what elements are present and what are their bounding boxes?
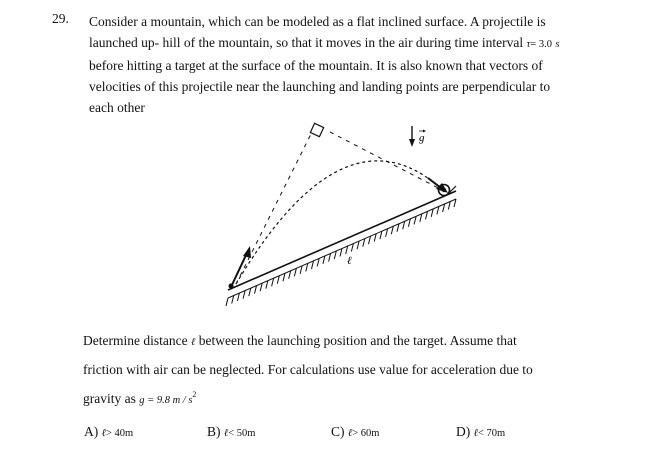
task-line-1-after: between the launching position and the target. Assume that	[198, 333, 517, 348]
task-line-2: friction with air can be neglected. For calculations use value for acceleration due to	[83, 362, 533, 377]
stem-line-3: before hitting a target at the surface of the mountain. It is also known that vectors of	[89, 58, 543, 73]
stem-line-1: Consider a mountain, which can be modeled as a flat inclined surface. A projectile is	[89, 14, 546, 29]
tau-symbol: τ	[526, 39, 531, 50]
option-c-relation: > 60m	[352, 428, 380, 439]
option-d-relation: < 70m	[478, 428, 506, 439]
task-line-3	[83, 390, 196, 407]
incline-hatch-mark	[226, 298, 228, 306]
incline-surface	[226, 191, 456, 306]
stem-line-2-text: launched up- hill of the mountain, so that it moves in the air during time interval	[89, 35, 524, 50]
stem-line-4: velocities of this projectile near the launching and landing points are perpendicular to	[89, 79, 551, 94]
option-a[interactable]	[84, 424, 133, 440]
option-b-letter: B)	[207, 424, 221, 439]
right-angle-marker	[310, 123, 323, 136]
option-d-letter: D)	[456, 424, 471, 439]
option-b[interactable]	[207, 424, 255, 440]
option-c[interactable]	[331, 424, 379, 440]
option-a-letter: A)	[84, 424, 99, 439]
tau-value: = 3.0	[530, 39, 552, 50]
question-number: 29.	[52, 11, 69, 26]
tau-unit: s	[555, 39, 560, 50]
option-c-symbol: ℓ	[347, 428, 353, 439]
task-line-1-before: Determine distance	[83, 333, 188, 348]
task-line-1	[83, 333, 517, 349]
task-g-exponent: 2	[192, 390, 197, 399]
option-a-relation: > 40m	[106, 428, 134, 439]
task-ell-symbol: ℓ	[190, 337, 196, 348]
landing-velocity-extension	[330, 132, 444, 191]
gravity-vector	[409, 126, 415, 147]
task-line-3-prefix: gravity as	[83, 391, 136, 406]
option-a-symbol: ℓ	[101, 428, 106, 439]
option-b-relation: < 50m	[228, 428, 256, 439]
option-b-symbol: ℓ	[223, 428, 229, 439]
gravity-label: g	[419, 132, 425, 144]
launch-velocity-extension	[236, 132, 312, 284]
option-c-letter: C)	[331, 424, 345, 439]
trajectory-path	[236, 161, 444, 284]
option-d-symbol: ℓ	[473, 428, 478, 439]
task-g-value: g = 9.8 m / s	[139, 395, 193, 406]
stem-line-5: each other	[89, 100, 145, 115]
option-d[interactable]	[456, 424, 505, 440]
distance-label: ℓ	[347, 255, 352, 267]
